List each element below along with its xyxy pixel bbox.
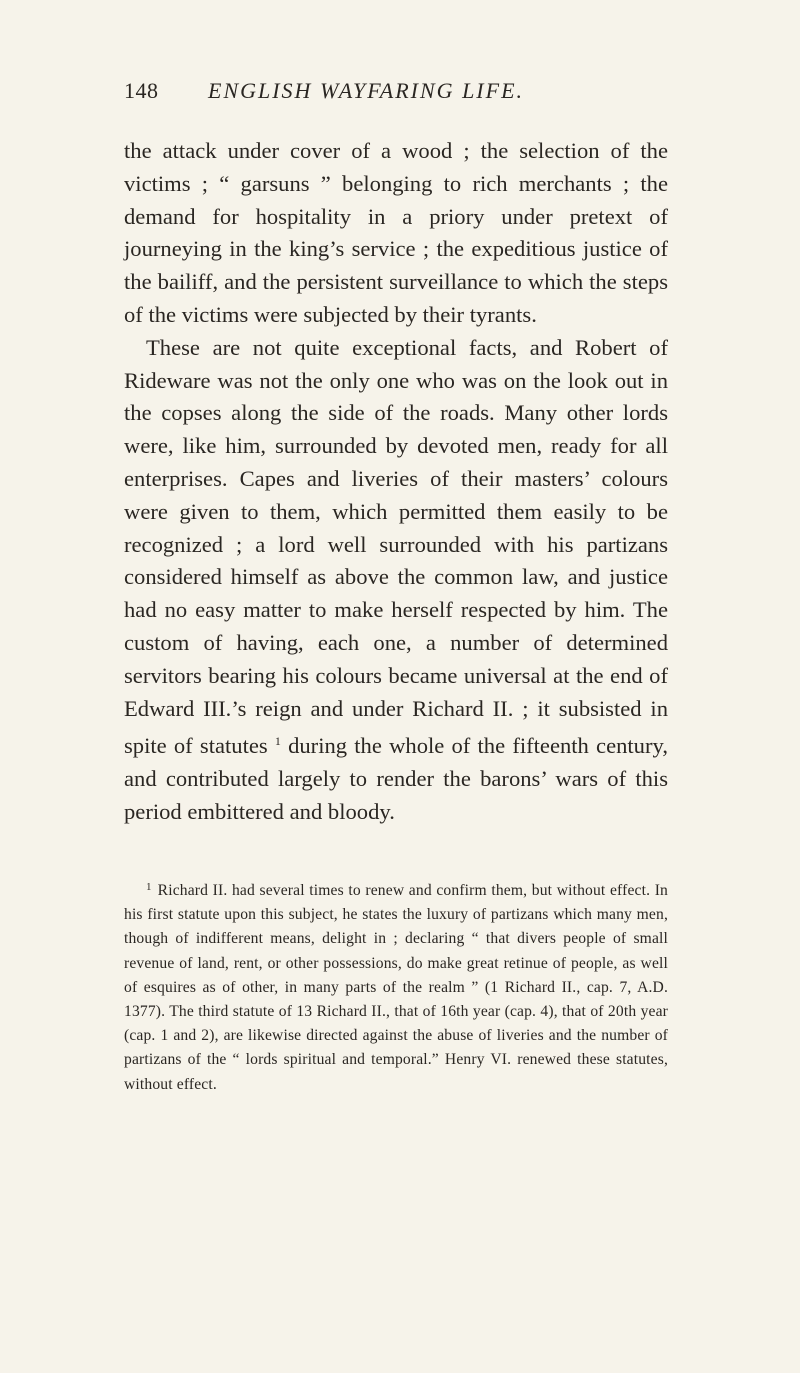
- paragraph-1-text: the attack under cover of a wood ; the selection of the victims ; “ garsuns ” belonging to rich merchants ; the demand for hospitality in a priory under pretext of journeying in the king’s service ; the expeditious justice of the bailiff, and the persistent surveillance to which the steps of the victims were subjected by their tyrants.: [124, 138, 668, 327]
- running-title: ENGLISH WAYFARING LIFE.: [208, 78, 525, 103]
- footnote-paragraph: [124, 875, 668, 1097]
- footnote-reference: 1: [274, 734, 281, 749]
- paragraph-2: [124, 332, 668, 829]
- footnote-marker: 1: [146, 881, 152, 893]
- footnote: [124, 875, 668, 1097]
- paragraph-2-text-start: These are not quite exceptional facts, and Robert of Rideware was not the only one who was on the look out in the copses along the side of the roads. Many other lords were, like him, surrounded by devoted men, ready for all enterprises. Capes and liveries of their masters’ colours were given to them, which permitted them easily to be recognized ; a lord well surrounded with his partizans considered himself as above the common law, and justice had no easy matter to make herself respected by him. The custom of having, each one, a number of determined servitors bearing his colours became universal at the end of Edward III.’s reign and under Richard II. ; it subsisted in spite of statutes: [124, 334, 668, 759]
- page-header: [124, 78, 668, 114]
- paragraph-1: [124, 135, 668, 332]
- main-text: [124, 135, 668, 829]
- paragraph-2-text-end: during the whole of the fifteenth century, and contributed largely to render the barons’ wars of this period embittered and bloody.: [124, 733, 668, 824]
- footnote-text: Richard II. had several times to renew and confirm them, but without effect. In his first statute upon this subject, he states the luxury of partizans which many men, though of indifferent means, delight in ; declaring “ that divers people of small revenue of land, rent, or other possessions, do make great retinue of people, as well of esquires as of other, in many parts of the realm ” (1 Richard II., cap. 7, A.D. 1377). The third statute of 13 Richard II., that of 16th year (cap. 4), that of 20th year (cap. 1 and 2), are likewise directed against the abuse of liveries and the number of partizans of the “ lords spiritual and temporal.” Henry VI. renewed these statutes, without effect.: [124, 882, 668, 1093]
- page-number: 148: [124, 78, 159, 103]
